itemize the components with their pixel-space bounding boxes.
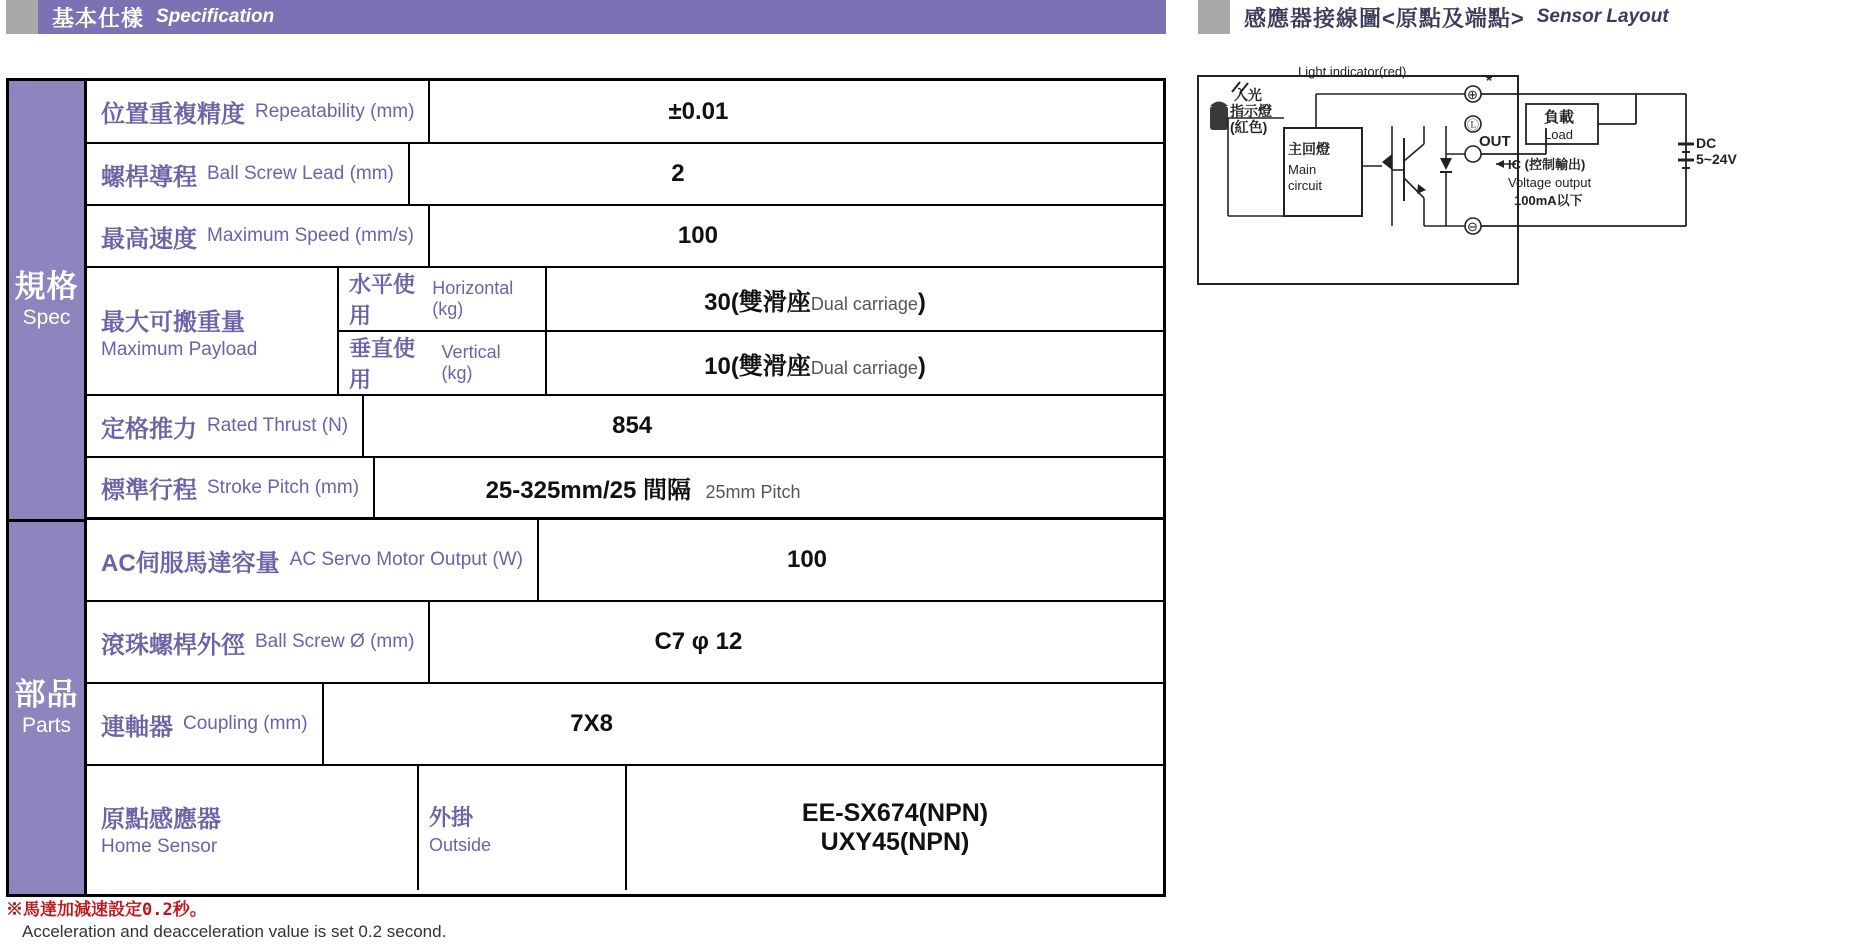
sensor-wiring-diagram xyxy=(1196,66,1846,296)
label-load-cn: 負載 xyxy=(1544,109,1575,126)
row-label-home-sensor xyxy=(87,766,417,890)
row-value-sub: 25mm Pitch xyxy=(705,482,801,502)
row-label-repeatability xyxy=(87,81,428,142)
label-main-circuit-en-1: Main xyxy=(1288,162,1317,177)
sensor-diagram-svg xyxy=(1196,66,1846,296)
row-value-vertical xyxy=(545,332,1083,394)
label-main-circuit-cn: 主回燈 xyxy=(1288,141,1330,157)
row-label-en: Coupling (mm) xyxy=(183,713,308,734)
subrow-label-en: Horizontal (kg) xyxy=(432,278,514,319)
row-value-main: C7 φ 12 xyxy=(654,628,743,655)
label-light-cn-1: 入光 xyxy=(1234,87,1262,103)
table-row-group-payload xyxy=(87,268,1163,396)
row-value-home-sensor xyxy=(625,766,1163,890)
label-light-cn-2: 指示燈 xyxy=(1230,103,1272,119)
row-value-main: 7X8 xyxy=(570,710,613,737)
row-label-ball-screw-lead xyxy=(87,144,408,204)
row-value-coupling xyxy=(322,684,860,764)
table-row xyxy=(87,206,1163,268)
subrow-label-cn: 水平使用 xyxy=(349,272,416,328)
row-label-cn: 定格推力 xyxy=(101,415,197,443)
specification-title-en: Specification xyxy=(156,6,275,27)
row-label-rated-thrust xyxy=(87,396,362,456)
header-swatch-right xyxy=(1198,0,1230,34)
table-row xyxy=(87,81,1163,144)
subrow-label-cn: 外掛 xyxy=(429,804,474,830)
label-out: OUT xyxy=(1479,133,1511,150)
row-value-paren-close: ) xyxy=(917,288,926,316)
row-label-en: Maximum Speed (mm/s) xyxy=(207,225,414,246)
sensor-layout-title-en: Sensor Layout xyxy=(1536,6,1669,27)
row-value-main: 2 xyxy=(671,160,685,187)
row-label-cn: 原點感應器 xyxy=(101,805,221,833)
side-group-spec xyxy=(9,81,84,522)
table-row xyxy=(87,602,1163,684)
row-label-cn: 連軸器 xyxy=(101,713,173,741)
terminal-plus-icon: ⊕ xyxy=(1467,87,1478,102)
row-value-main: 25-325mm/25 間隔 xyxy=(485,477,692,504)
table-rows xyxy=(87,81,1163,894)
row-label-coupling xyxy=(87,684,322,764)
label-load-en: Load xyxy=(1544,127,1573,142)
row-label-cn: 滾珠螺桿外徑 xyxy=(101,631,245,659)
footnote xyxy=(6,895,906,942)
row-value-repeatability xyxy=(428,81,966,142)
table-row xyxy=(87,766,1163,890)
sensor-layout-header-bar xyxy=(1230,0,1848,34)
row-label-cn: 標準行程 xyxy=(101,477,197,504)
row-value-main: 100 xyxy=(786,546,828,573)
footnote-cn: ※馬達加減速設定0.2秒。 xyxy=(6,900,207,920)
table-row xyxy=(337,268,1163,332)
specification-header xyxy=(6,0,1166,34)
payload-subrows xyxy=(337,268,1163,394)
row-label-en: Rated Thrust (N) xyxy=(207,415,349,436)
row-label-cn: 最高速度 xyxy=(101,225,197,253)
label-dc: DC xyxy=(1696,135,1717,151)
row-value-maximum-speed xyxy=(428,206,966,266)
row-label-en: Stroke Pitch (mm) xyxy=(207,476,360,498)
header-swatch-left xyxy=(6,0,38,34)
row-label-cn: 螺桿導程 xyxy=(101,163,197,191)
table-row xyxy=(87,684,1163,766)
row-label-cn: 最大可搬重量 xyxy=(101,308,245,336)
row-value-rated-thrust xyxy=(362,396,900,456)
side-group-spec-en: Spec xyxy=(22,305,71,329)
row-value-stroke-pitch xyxy=(373,458,911,517)
row-value-paren-close: ) xyxy=(917,352,926,380)
terminal-minus-icon: ⊖ xyxy=(1467,219,1478,234)
subrow-label-horizontal xyxy=(337,268,545,330)
label-main-circuit-en-2: circuit xyxy=(1288,178,1322,193)
footnote-en: Acceleration and deacceleration value is set 0.2 second. xyxy=(22,922,447,941)
terminal-l-icon: Ⓛ xyxy=(1467,118,1480,132)
row-label-en: Ball Screw Ø (mm) xyxy=(255,631,415,652)
subrow-label-cn: 垂直使用 xyxy=(349,336,416,392)
row-value-main: 854 xyxy=(612,412,653,439)
side-group-parts xyxy=(9,522,84,894)
side-group-spec-cn: 規格 xyxy=(14,269,79,305)
sensor-layout-header xyxy=(1198,0,1848,34)
row-label-stroke-pitch xyxy=(87,458,373,517)
row-label-en: AC Servo Motor Output (W) xyxy=(289,549,524,570)
table-row xyxy=(87,458,1163,520)
table-side-column xyxy=(9,81,87,894)
label-light-cn-3: (紅色) xyxy=(1230,119,1268,135)
row-label-cn: 位置重複精度 xyxy=(101,101,245,128)
row-value-ball-screw-diameter xyxy=(428,602,966,682)
table-row xyxy=(87,520,1163,602)
sensor-layout-title-cn: 感應器接線圖<原點及端點> xyxy=(1244,5,1525,31)
row-label-en: Ball Screw Lead (mm) xyxy=(207,163,394,184)
row-value-horizontal xyxy=(545,268,1083,330)
label-current-limit: 100mA以下 xyxy=(1514,193,1583,208)
subrow-label-vertical xyxy=(337,332,545,394)
row-label-en: Home Sensor xyxy=(101,835,218,857)
row-value-ac-servo-motor-output xyxy=(537,520,1075,600)
row-label-en: Maximum Payload xyxy=(101,338,258,360)
row-label-ac-servo-motor-output xyxy=(87,520,537,600)
table-row xyxy=(337,332,1163,394)
row-value-ball-screw-lead xyxy=(408,144,946,204)
row-value-main: ±0.01 xyxy=(668,97,729,125)
table-row xyxy=(87,396,1163,458)
asterisk-marker: * xyxy=(1486,73,1493,90)
row-value-paren-cn: (雙滑座 xyxy=(730,352,811,380)
row-value-line1: EE-SX674(NPN) xyxy=(801,799,989,827)
row-value-paren-en: Dual carriage xyxy=(810,357,918,378)
row-label-maximum-payload xyxy=(87,268,337,394)
side-group-parts-en: Parts xyxy=(21,713,71,737)
side-group-parts-cn: 部品 xyxy=(14,677,79,713)
label-light-indicator: Light indicator(red) xyxy=(1298,66,1407,79)
row-label-ball-screw-diameter xyxy=(87,602,428,682)
label-ic: IC (控制輸出) xyxy=(1508,157,1586,172)
specification-table xyxy=(6,78,1166,897)
row-value-paren-en: Dual carriage xyxy=(810,293,918,314)
row-value-paren-cn: (雙滑座 xyxy=(730,288,811,316)
row-label-en: Repeatability (mm) xyxy=(255,100,415,122)
table-row xyxy=(87,144,1163,206)
row-label-maximum-speed xyxy=(87,206,428,266)
row-value-main: 100 xyxy=(677,222,718,249)
subrow-label-en: Outside xyxy=(429,834,492,855)
subrow-label-en: Vertical (kg) xyxy=(441,342,501,383)
label-voltage-output: Voltage output xyxy=(1508,175,1592,190)
row-label-cn: AC伺服馬達容量 xyxy=(101,549,280,577)
row-value-line2: UXY45(NPN) xyxy=(820,828,970,856)
label-dc-value: 5~24V xyxy=(1696,151,1737,167)
specification-title-cn: 基本仕樣 xyxy=(52,5,145,31)
subrow-label-outside xyxy=(417,766,625,890)
row-value-main: 10 xyxy=(704,352,731,380)
specification-header-bar xyxy=(38,0,1166,34)
row-value-main: 30 xyxy=(704,288,731,316)
